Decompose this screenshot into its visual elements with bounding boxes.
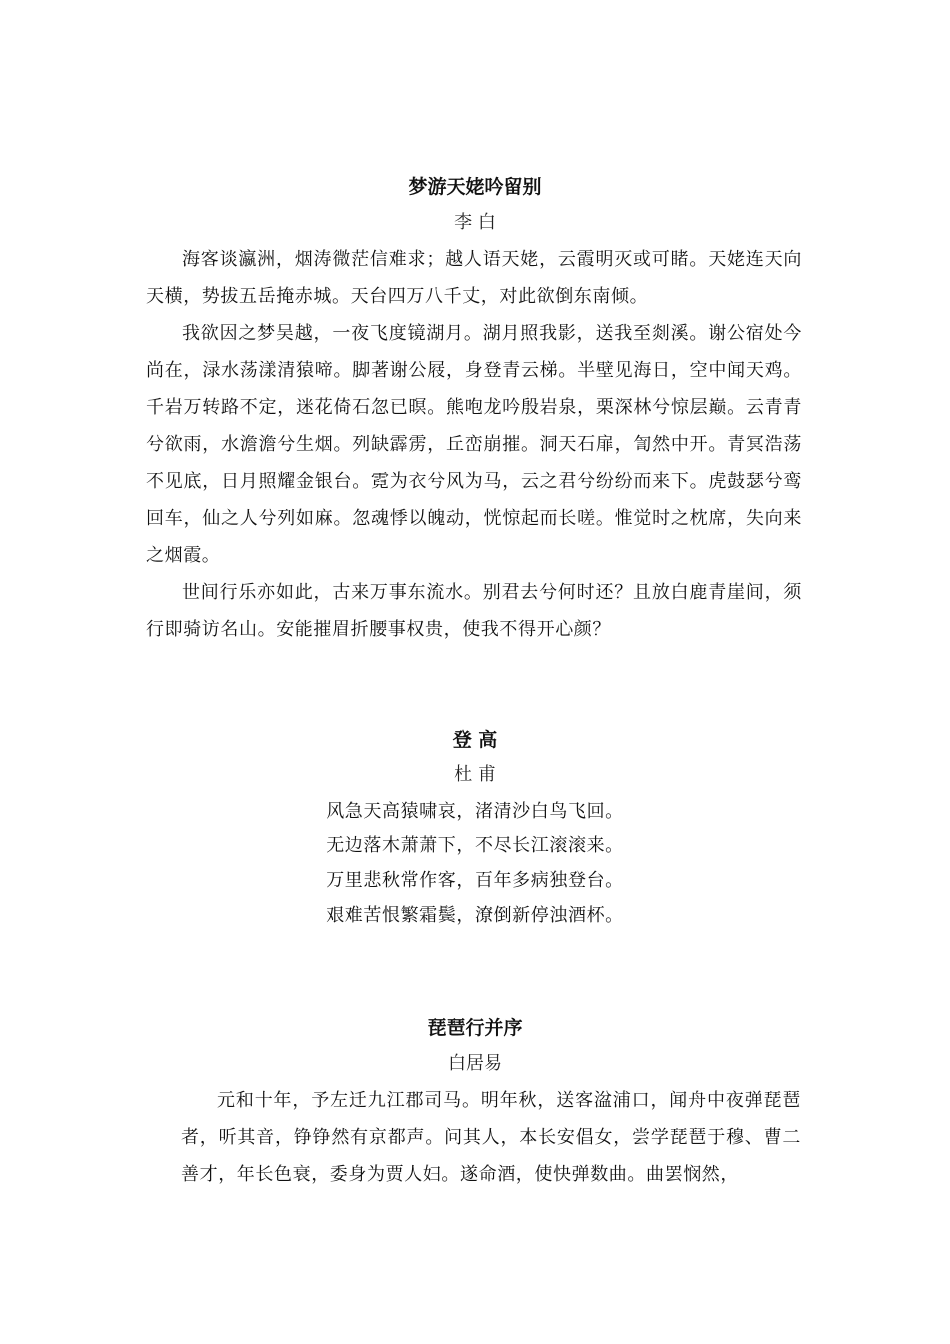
- poem-title: 梦游天姥吟留别: [408, 176, 542, 198]
- poem-title: 琵琶行并序: [427, 1017, 523, 1039]
- poem-author: 李 白: [454, 212, 496, 233]
- poem-paragraph: 世间行乐亦如此，古来万事东流水。别君去兮何时还？且放白鹿青崖间，须行即骑访名山。安能摧眉折腰事权贵，使我不得开心颜？: [146, 582, 802, 640]
- preface-paragraph: 元和十年，予左迁九江郡司马。明年秋，送客湓浦口，闻舟中夜弹琵琶者，听其音，铮铮然有京都声。问其人，本长安倡女，尝学琵琶于穆、曹二善才，年长色衰，委身为贾人妇。遂命酒，使快弹数曲。曲罢悯然，: [181, 1090, 801, 1185]
- poem-line: 无边落木萧萧下，不尽长江滚滚来。: [326, 835, 624, 856]
- poem-line: 风急天高猿啸哀，渚清沙白鸟飞回。: [326, 801, 624, 822]
- poem-line: 万里悲秋常作客，百年多病独登台。: [326, 870, 624, 891]
- poem-author: 杜 甫: [454, 764, 496, 785]
- poem-paragraph: 海客谈瀛洲，烟涛微茫信难求；越人语天姥，云霞明灭或可睹。天姥连天向天横，势拔五岳掩赤城。天台四万八千丈，对此欲倒东南倾。: [146, 249, 802, 307]
- poem-line: 艰难苦恨繁霜鬓，潦倒新停浊酒杯。: [326, 905, 624, 926]
- poem-paragraph: 我欲因之梦吴越，一夜飞度镜湖月。湖月照我影，送我至剡溪。谢公宿处今尚在，渌水荡漾清猿啼。脚著谢公屐，身登青云梯。半壁见海日，空中闻天鸡。千岩万转路不定，迷花倚石忽已暝。熊咆龙吟殷岩泉，栗深林兮惊层巅。云青青兮欲雨，水澹澹兮生烟。列缺霹雳，丘峦崩摧。洞天石扉，訇然中开。青冥浩荡不见底，日月照耀金银台。霓为衣兮风为马，云之君兮纷纷而来下。虎鼓瑟兮鸾回车，仙之人兮列如麻。忽魂悸以魄动，恍惊起而长嗟。惟觉时之枕席，失向来之烟霞。: [146, 323, 802, 566]
- poem-title: 登 高: [452, 729, 498, 751]
- poem-author: 白居易: [448, 1053, 502, 1074]
